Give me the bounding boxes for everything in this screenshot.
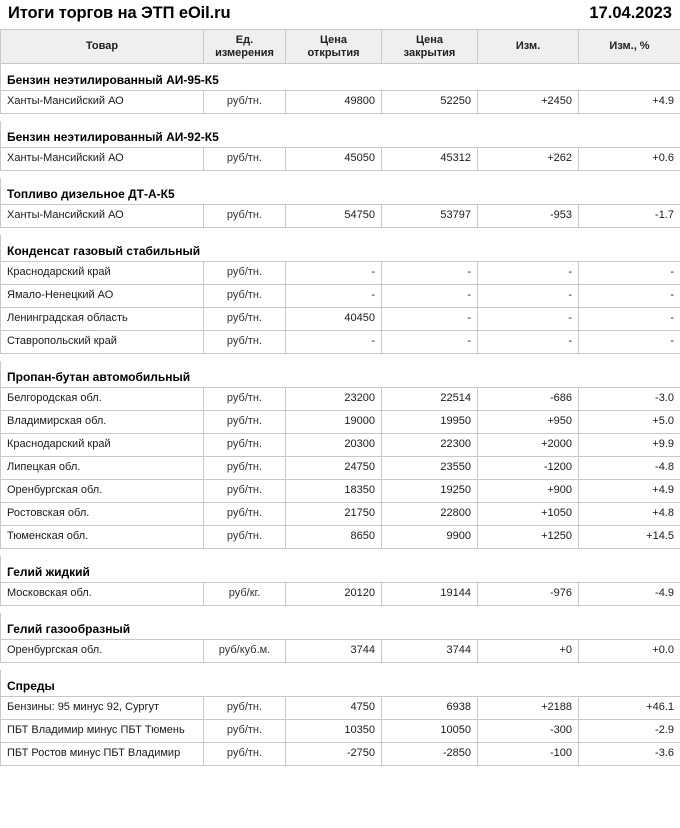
- cell-product: Оренбургская обл.: [1, 640, 204, 663]
- cell-product: Ставропольский край: [1, 331, 204, 354]
- cell-change: -953: [478, 205, 579, 228]
- cell-change-pct: +4.9: [579, 91, 680, 114]
- cell-open-price: -: [286, 331, 382, 354]
- group-title: Бензин неэтилированный АИ-92-К5: [1, 121, 680, 148]
- column-header-open-price: [286, 30, 382, 64]
- cell-product: Ленинградская область: [1, 308, 204, 331]
- table-row: [1, 148, 680, 171]
- table-row: [1, 526, 680, 549]
- cell-unit: руб/куб.м.: [204, 640, 286, 663]
- cell-unit: руб/кг.: [204, 583, 286, 606]
- cell-unit: руб/тн.: [204, 91, 286, 114]
- cell-change: -976: [478, 583, 579, 606]
- cell-product: Оренбургская обл.: [1, 480, 204, 503]
- cell-close-price: -: [382, 308, 478, 331]
- table-row: [1, 583, 680, 606]
- column-header-close-line2: закрытия: [403, 46, 456, 59]
- cell-change-pct: +14.5: [579, 526, 680, 549]
- cell-unit: руб/тн.: [204, 743, 286, 766]
- cell-unit: руб/тн.: [204, 262, 286, 285]
- cell-change-pct: -: [579, 308, 680, 331]
- table-header: [1, 30, 680, 64]
- cell-unit: руб/тн.: [204, 308, 286, 331]
- cell-unit: руб/тн.: [204, 411, 286, 434]
- column-header-change: Изм.: [478, 30, 579, 64]
- group-spacer: [1, 114, 680, 122]
- cell-change: -100: [478, 743, 579, 766]
- group-title: Гелий газообразный: [1, 613, 680, 640]
- group-spacer: [1, 171, 680, 179]
- cell-close-price: 22514: [382, 388, 478, 411]
- cell-change-pct: -1.7: [579, 205, 680, 228]
- cell-product: Липецкая обл.: [1, 457, 204, 480]
- cell-change: +2188: [478, 697, 579, 720]
- cell-unit: руб/тн.: [204, 697, 286, 720]
- table-row: [1, 205, 680, 228]
- group-header-row: [1, 121, 680, 148]
- cell-change-pct: -4.8: [579, 457, 680, 480]
- group-header-row: [1, 556, 680, 583]
- table-row: [1, 720, 680, 743]
- cell-change-pct: -: [579, 262, 680, 285]
- cell-product: Бензины: 95 минус 92, Сургут: [1, 697, 204, 720]
- column-header-open-line2: открытия: [307, 46, 360, 59]
- table-row: [1, 640, 680, 663]
- cell-open-price: 24750: [286, 457, 382, 480]
- table-row: [1, 480, 680, 503]
- group-spacer-cell: [1, 171, 680, 179]
- cell-unit: руб/тн.: [204, 457, 286, 480]
- cell-change-pct: -3.6: [579, 743, 680, 766]
- cell-change: +1250: [478, 526, 579, 549]
- cell-change-pct: -: [579, 285, 680, 308]
- cell-change-pct: +0.6: [579, 148, 680, 171]
- cell-change-pct: +5.0: [579, 411, 680, 434]
- cell-unit: руб/тн.: [204, 720, 286, 743]
- cell-close-price: -: [382, 262, 478, 285]
- cell-open-price: -: [286, 262, 382, 285]
- cell-change-pct: +4.8: [579, 503, 680, 526]
- group-header-row: [1, 64, 680, 91]
- cell-close-price: -2850: [382, 743, 478, 766]
- cell-open-price: 54750: [286, 205, 382, 228]
- group-header-row: [1, 361, 680, 388]
- cell-close-price: 23550: [382, 457, 478, 480]
- cell-close-price: -: [382, 285, 478, 308]
- column-header-change-pct: Изм., %: [579, 30, 680, 64]
- cell-change: -1200: [478, 457, 579, 480]
- trading-results-table: [0, 29, 680, 766]
- cell-change: -: [478, 285, 579, 308]
- cell-unit: руб/тн.: [204, 434, 286, 457]
- column-header-unit-line2: измерения: [215, 46, 274, 59]
- cell-change-pct: -2.9: [579, 720, 680, 743]
- table-row: [1, 743, 680, 766]
- cell-open-price: -: [286, 285, 382, 308]
- group-title: Спреды: [1, 670, 680, 697]
- cell-open-price: 20120: [286, 583, 382, 606]
- table-row: [1, 262, 680, 285]
- cell-close-price: 52250: [382, 91, 478, 114]
- cell-change-pct: +0.0: [579, 640, 680, 663]
- table-body: [1, 64, 680, 766]
- column-header-unit-line1: Ед.: [235, 34, 254, 46]
- group-title: Конденсат газовый стабильный: [1, 235, 680, 262]
- group-header-row: [1, 235, 680, 262]
- group-title: Пропан-бутан автомобильный: [1, 361, 680, 388]
- group-header-row: [1, 613, 680, 640]
- cell-close-price: 45312: [382, 148, 478, 171]
- group-spacer: [1, 606, 680, 614]
- cell-change-pct: -4.9: [579, 583, 680, 606]
- cell-change-pct: +9.9: [579, 434, 680, 457]
- cell-open-price: 45050: [286, 148, 382, 171]
- cell-change: -: [478, 308, 579, 331]
- column-header-product: Товар: [1, 30, 204, 64]
- cell-close-price: 10050: [382, 720, 478, 743]
- table-row: [1, 308, 680, 331]
- cell-change: +2450: [478, 91, 579, 114]
- table-header-row: [1, 30, 680, 64]
- table-row: [1, 91, 680, 114]
- group-spacer: [1, 228, 680, 236]
- cell-unit: руб/тн.: [204, 331, 286, 354]
- cell-open-price: 19000: [286, 411, 382, 434]
- cell-open-price: 4750: [286, 697, 382, 720]
- group-spacer-cell: [1, 606, 680, 614]
- cell-open-price: 10350: [286, 720, 382, 743]
- group-title: Топливо дизельное ДТ-А-К5: [1, 178, 680, 205]
- column-header-unit: [204, 30, 286, 64]
- cell-change: -: [478, 331, 579, 354]
- group-spacer: [1, 354, 680, 362]
- cell-unit: руб/тн.: [204, 388, 286, 411]
- cell-change: -300: [478, 720, 579, 743]
- cell-close-price: 53797: [382, 205, 478, 228]
- group-spacer-cell: [1, 354, 680, 362]
- cell-unit: руб/тн.: [204, 148, 286, 171]
- group-spacer: [1, 663, 680, 671]
- table-row: [1, 697, 680, 720]
- cell-product: Ханты-Мансийский АО: [1, 91, 204, 114]
- group-spacer-cell: [1, 549, 680, 557]
- cell-change: +1050: [478, 503, 579, 526]
- cell-product: Ямало-Ненецкий АО: [1, 285, 204, 308]
- column-header-close-price: [382, 30, 478, 64]
- table-row: [1, 457, 680, 480]
- cell-product: ПБТ Владимир минус ПБТ Тюмень: [1, 720, 204, 743]
- cell-product: Тюменская обл.: [1, 526, 204, 549]
- table-row: [1, 331, 680, 354]
- cell-close-price: -: [382, 331, 478, 354]
- cell-open-price: 23200: [286, 388, 382, 411]
- cell-product: Краснодарский край: [1, 434, 204, 457]
- cell-unit: руб/тн.: [204, 526, 286, 549]
- group-title: Бензин неэтилированный АИ-95-К5: [1, 64, 680, 91]
- group-spacer-cell: [1, 228, 680, 236]
- cell-close-price: 9900: [382, 526, 478, 549]
- cell-close-price: 6938: [382, 697, 478, 720]
- cell-change-pct: +4.9: [579, 480, 680, 503]
- group-spacer: [1, 549, 680, 557]
- cell-open-price: 8650: [286, 526, 382, 549]
- cell-change: +900: [478, 480, 579, 503]
- cell-close-price: 22300: [382, 434, 478, 457]
- cell-close-price: 19144: [382, 583, 478, 606]
- table-row: [1, 434, 680, 457]
- group-spacer-cell: [1, 114, 680, 122]
- page-title: Итоги торгов на ЭТП eOil.ru: [8, 4, 231, 22]
- report-date: 17.04.2023: [589, 4, 672, 22]
- cell-product: Белгородская обл.: [1, 388, 204, 411]
- cell-unit: руб/тн.: [204, 205, 286, 228]
- page-header: [0, 0, 680, 29]
- cell-change-pct: -: [579, 331, 680, 354]
- group-header-row: [1, 670, 680, 697]
- cell-open-price: 49800: [286, 91, 382, 114]
- cell-change: +262: [478, 148, 579, 171]
- table-row: [1, 388, 680, 411]
- cell-close-price: 19950: [382, 411, 478, 434]
- cell-change-pct: +46.1: [579, 697, 680, 720]
- cell-product: Московская обл.: [1, 583, 204, 606]
- cell-change: +2000: [478, 434, 579, 457]
- cell-change: -686: [478, 388, 579, 411]
- table-row: [1, 411, 680, 434]
- cell-unit: руб/тн.: [204, 503, 286, 526]
- cell-close-price: 19250: [382, 480, 478, 503]
- group-spacer-cell: [1, 663, 680, 671]
- table-row: [1, 285, 680, 308]
- cell-change: +950: [478, 411, 579, 434]
- cell-change-pct: -3.0: [579, 388, 680, 411]
- cell-product: Ростовская обл.: [1, 503, 204, 526]
- column-header-open-line1: Цена: [319, 34, 348, 46]
- cell-product: Ханты-Мансийский АО: [1, 148, 204, 171]
- group-header-row: [1, 178, 680, 205]
- cell-product: Владимирская обл.: [1, 411, 204, 434]
- cell-change: -: [478, 262, 579, 285]
- cell-close-price: 22800: [382, 503, 478, 526]
- cell-open-price: 20300: [286, 434, 382, 457]
- column-header-close-line1: Цена: [415, 34, 444, 46]
- cell-product: Ханты-Мансийский АО: [1, 205, 204, 228]
- cell-open-price: 40450: [286, 308, 382, 331]
- cell-product: ПБТ Ростов минус ПБТ Владимир: [1, 743, 204, 766]
- table-row: [1, 503, 680, 526]
- cell-unit: руб/тн.: [204, 480, 286, 503]
- cell-open-price: 3744: [286, 640, 382, 663]
- cell-change: +0: [478, 640, 579, 663]
- cell-product: Краснодарский край: [1, 262, 204, 285]
- cell-close-price: 3744: [382, 640, 478, 663]
- cell-open-price: 21750: [286, 503, 382, 526]
- cell-open-price: -2750: [286, 743, 382, 766]
- cell-unit: руб/тн.: [204, 285, 286, 308]
- group-title: Гелий жидкий: [1, 556, 680, 583]
- cell-open-price: 18350: [286, 480, 382, 503]
